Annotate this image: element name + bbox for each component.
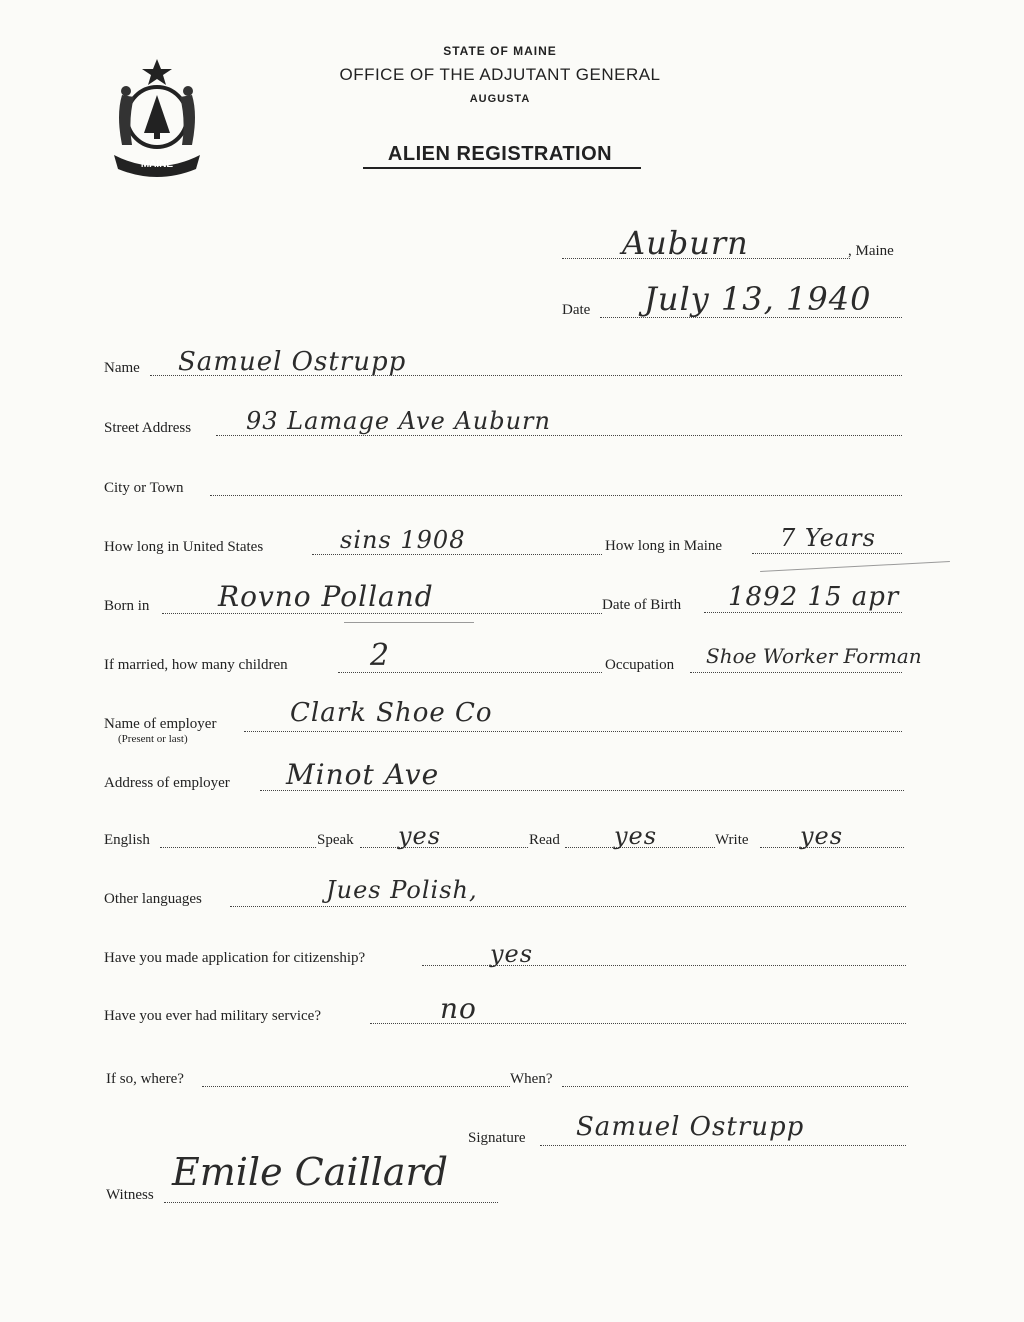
when-label: When?: [510, 1071, 553, 1087]
pencil-mark: [760, 561, 950, 572]
employer-address-label: Address of employer: [104, 775, 230, 791]
dob-line: [704, 612, 902, 613]
how-long-maine-entry: 7 Years: [780, 524, 876, 552]
name-label: Name: [104, 360, 140, 376]
write-entry: yes: [800, 822, 844, 850]
street-label: Street Address: [104, 420, 192, 436]
date-label: Date: [562, 302, 591, 318]
maine-label: , Maine: [848, 243, 894, 259]
military-label: Have you ever had military service?: [104, 1008, 321, 1024]
witness-label: Witness: [106, 1187, 154, 1203]
how-long-us-line: [312, 554, 602, 555]
title-underline: [363, 167, 641, 169]
employer-note: (Present or last): [118, 733, 188, 745]
maine-state-seal-icon: [104, 55, 210, 180]
office-heading: OFFICE OF THE ADJUTANT GENERAL: [339, 65, 661, 84]
witness-line: [164, 1202, 498, 1203]
other-languages-label: Other languages: [104, 891, 202, 907]
how-long-maine-label: How long in Maine: [605, 538, 723, 554]
employer-line: [244, 731, 902, 732]
how-long-us-label: How long in United States: [104, 539, 264, 555]
date-entry: July 13, 1940: [644, 280, 872, 318]
speak-label: Speak: [317, 832, 354, 848]
place-entry: Auburn: [622, 224, 749, 262]
read-label: Read: [529, 832, 560, 848]
city-label: City or Town: [104, 480, 184, 496]
signature-entry: Samuel Ostrupp: [576, 1112, 805, 1142]
citizenship-entry: yes: [490, 940, 534, 968]
citizenship-label: Have you made application for citizenship?: [104, 950, 366, 966]
english-line: [160, 847, 316, 848]
other-languages-line: [230, 906, 906, 907]
pencil-underline: [344, 622, 474, 623]
employer-address-entry: Minot Ave: [286, 758, 440, 791]
city-line: [210, 495, 902, 496]
children-label: If married, how many children: [104, 657, 288, 673]
how-long-us-entry: sins 1908: [340, 526, 466, 554]
read-entry: yes: [614, 822, 658, 850]
speak-entry: yes: [398, 822, 442, 850]
where-label: If so, where?: [106, 1071, 184, 1087]
employer-entry: Clark Shoe Co: [290, 698, 493, 728]
city-heading: AUGUSTA: [469, 93, 531, 105]
english-label: English: [104, 832, 150, 848]
dob-entry: 1892 15 apr: [728, 582, 900, 612]
how-long-maine-line: [752, 553, 902, 554]
write-label: Write: [715, 832, 749, 848]
born-label: Born in: [104, 598, 150, 614]
where-line: [202, 1086, 510, 1087]
signature-line: [540, 1145, 906, 1146]
street-entry: 93 Lamage Ave Auburn: [246, 407, 551, 435]
speak-line: [360, 847, 528, 848]
when-line: [562, 1086, 908, 1087]
state-heading: STATE OF MAINE: [443, 44, 557, 58]
street-line: [216, 435, 902, 436]
born-line: [162, 613, 602, 614]
children-entry: 2: [370, 638, 391, 673]
name-entry: Samuel Ostrupp: [178, 347, 407, 377]
born-entry: Rovno Polland: [218, 580, 434, 613]
employer-label: Name of employer: [104, 716, 217, 732]
military-entry: no: [440, 992, 477, 1025]
form-title: ALIEN REGISTRATION: [387, 143, 613, 165]
occupation-line: [690, 672, 902, 673]
seal-text: MAINE: [140, 159, 174, 170]
signature-label: Signature: [468, 1130, 526, 1146]
occupation-label: Occupation: [605, 657, 675, 673]
other-languages-entry: Jues Polish,: [326, 876, 478, 904]
dob-label: Date of Birth: [602, 597, 682, 613]
witness-entry: Emile Caillard: [172, 1150, 448, 1194]
occupation-entry: Shoe Worker Forman: [706, 644, 922, 668]
